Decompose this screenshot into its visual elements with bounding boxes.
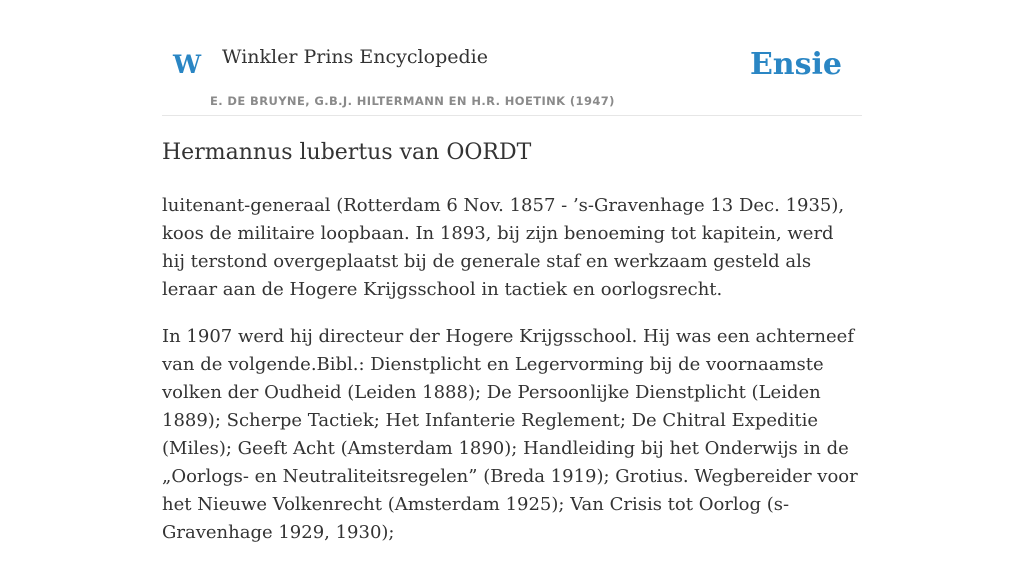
publication-title[interactable]: Winkler Prins Encyclopedie: [222, 46, 488, 68]
header: [162, 0, 862, 116]
ensie-logo[interactable]: Ensie: [749, 47, 842, 82]
publication-logo[interactable]: W: [173, 50, 202, 79]
article-title: Hermannus lubertus van OORDT: [162, 140, 532, 165]
page: [162, 0, 862, 543]
article-paragraph: In 1907 werd hij directeur der Hogere Krijgsschool. Hij was een achterneef van de volgende.Bibl.: Dienstplicht en Legervorming bij de voornaamste volken der Oudheid (Leiden 1888); De Persoonlijke Dienstplicht (Leiden 1889); Scherpe Tactiek; Het Infanterie Reglement; De Chitral Expeditie (Miles); Geeft Acht (Amsterdam 1890); Handleiding bij het Onderwijs in de „Oorlogs- en Neutraliteitsregelen” (Breda 1919); Grotius. Wegbereider voor het Nieuwe Volkenrecht (Amsterdam 1925); Van Crisis tot Oorlog (s-Gravenhage 1929, 1930);: [162, 326, 858, 543]
article-paragraph: luitenant-generaal (Rotterdam 6 Nov. 1857 - ’s-Gravenhage 13 Dec. 1935), koos de militaire loopbaan. In 1893, bij zijn benoeming tot kapitein, werd hij terstond overgeplaatst bij de generale staf en werkzaam gesteld als leraar aan de Hogere Krijgsschool in tactiek en oorlogsrecht.: [162, 195, 845, 300]
article-body: [162, 192, 862, 566]
publication-authors: E. DE BRUYNE, G.B.J. HILTERMANN EN H.R. HOETINK (1947): [210, 94, 615, 108]
